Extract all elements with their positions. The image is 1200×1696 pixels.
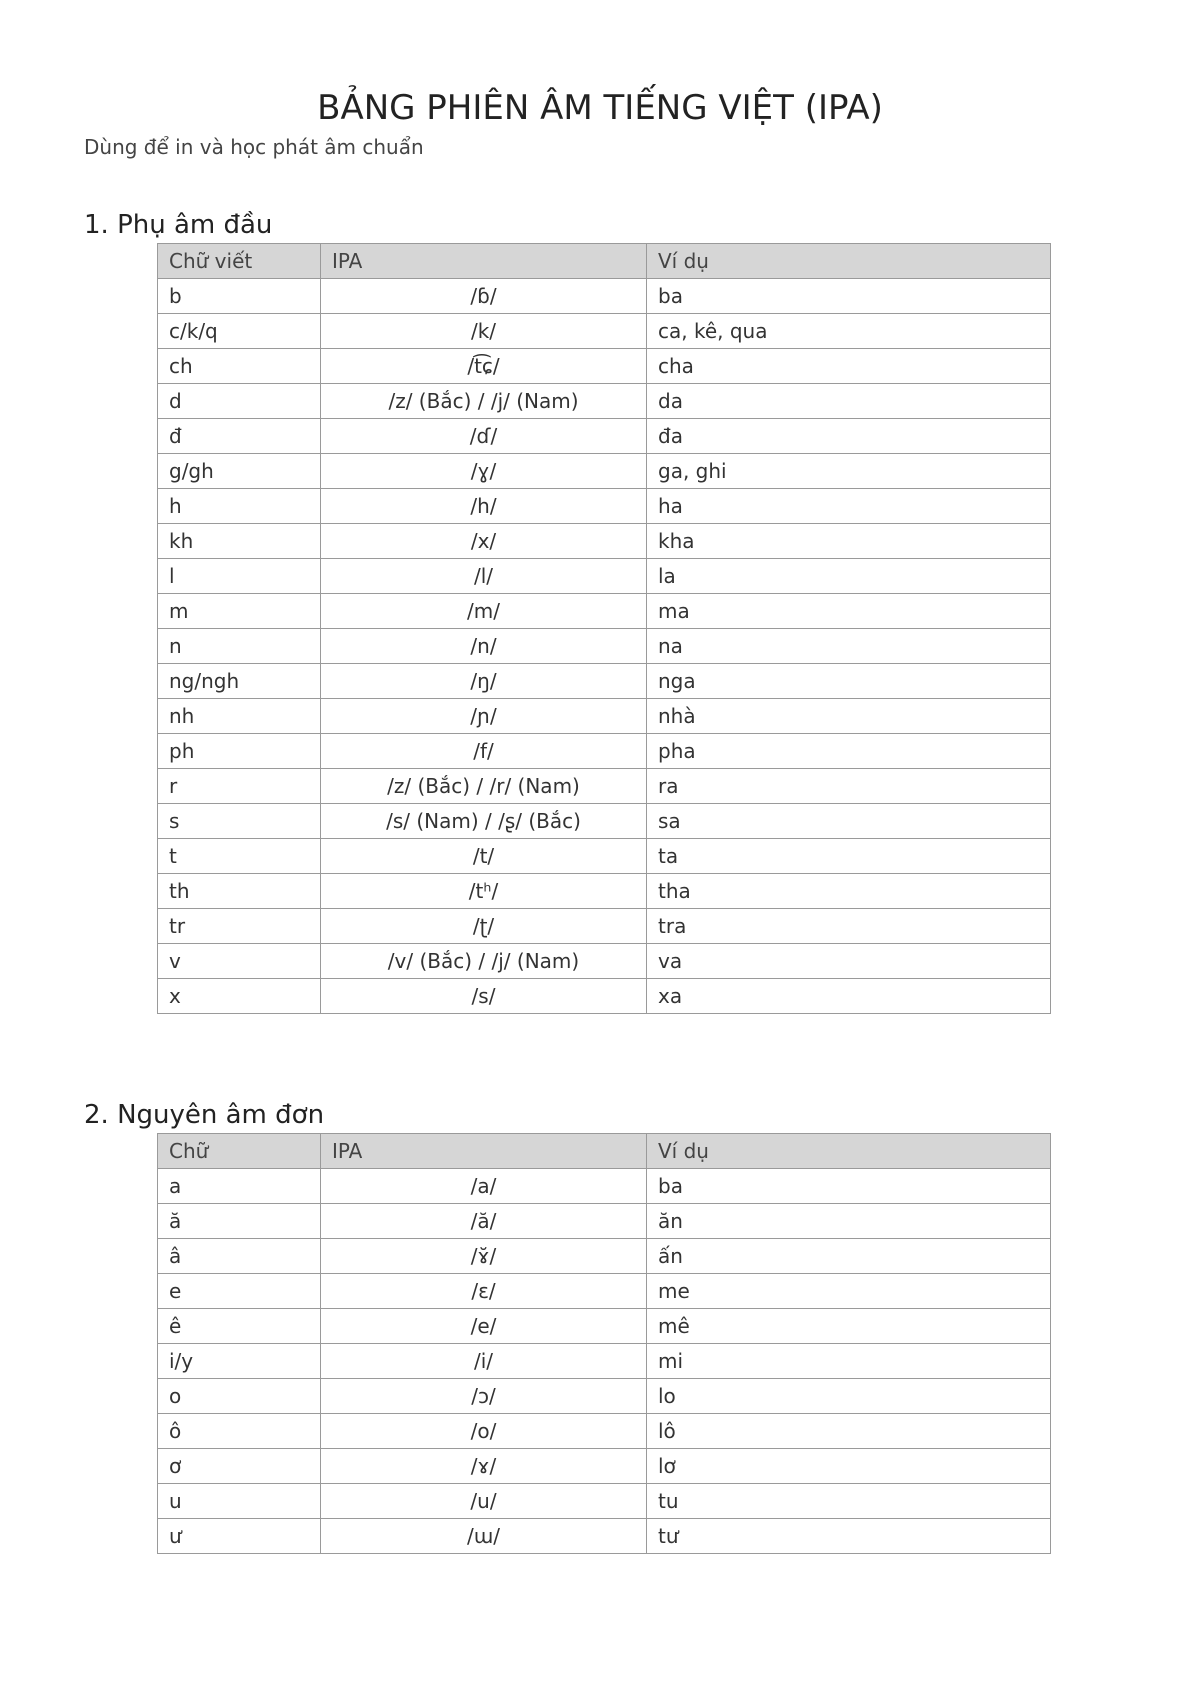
letter-cell: â	[158, 1239, 321, 1274]
example-cell: ta	[647, 839, 1051, 874]
table-row	[158, 384, 1051, 419]
letter-cell: ch	[158, 349, 321, 384]
table-row	[158, 1484, 1051, 1519]
ipa-cell: /k/	[321, 314, 647, 349]
ipa-cell: /ɤ/	[321, 1449, 647, 1484]
ipa-cell: /v/ (Bắc) / /j/ (Nam)	[321, 944, 647, 979]
table-row	[158, 349, 1051, 384]
letter-cell: ng/ngh	[158, 664, 321, 699]
ipa-cell: /ɔ/	[321, 1379, 647, 1414]
column-header-ipa: IPA	[321, 244, 647, 279]
table-row	[158, 629, 1051, 664]
example-cell: tra	[647, 909, 1051, 944]
table-row	[158, 279, 1051, 314]
section-heading-vowels: 2. Nguyên âm đơn	[84, 1100, 325, 1130]
ipa-cell: /f/	[321, 734, 647, 769]
example-cell: la	[647, 559, 1051, 594]
column-header-letter: Chữ viết	[158, 244, 321, 279]
example-cell: ha	[647, 489, 1051, 524]
ipa-cell: /tʰ/	[321, 874, 647, 909]
ipa-cell: /ʈ/	[321, 909, 647, 944]
example-cell: ba	[647, 1169, 1051, 1204]
section-heading-consonants: 1. Phụ âm đầu	[84, 210, 273, 240]
table-row	[158, 1309, 1051, 1344]
ipa-cell: /t/	[321, 839, 647, 874]
table-row	[158, 1379, 1051, 1414]
ipa-cell: /z/ (Bắc) / /r/ (Nam)	[321, 769, 647, 804]
table-row	[158, 699, 1051, 734]
ipa-cell: /e/	[321, 1309, 647, 1344]
ipa-cell: /h/	[321, 489, 647, 524]
table-row	[158, 874, 1051, 909]
example-cell: mê	[647, 1309, 1051, 1344]
page-subtitle: Dùng để in và học phát âm chuẩn	[84, 135, 424, 159]
example-cell: lơ	[647, 1449, 1051, 1484]
example-cell: ấn	[647, 1239, 1051, 1274]
letter-cell: u	[158, 1484, 321, 1519]
ipa-cell: /o/	[321, 1414, 647, 1449]
ipa-cell: /ɣ/	[321, 454, 647, 489]
letter-cell: ph	[158, 734, 321, 769]
letter-cell: ư	[158, 1519, 321, 1554]
letter-cell: th	[158, 874, 321, 909]
example-cell: xa	[647, 979, 1051, 1014]
table-row	[158, 454, 1051, 489]
ipa-cell: /u/	[321, 1484, 647, 1519]
ipa-cell: /ɓ/	[321, 279, 647, 314]
letter-cell: r	[158, 769, 321, 804]
table-row	[158, 1519, 1051, 1554]
example-cell: lo	[647, 1379, 1051, 1414]
example-cell: me	[647, 1274, 1051, 1309]
consonants-table	[157, 243, 1051, 1014]
letter-cell: c/k/q	[158, 314, 321, 349]
letter-cell: đ	[158, 419, 321, 454]
table-row	[158, 734, 1051, 769]
example-cell: na	[647, 629, 1051, 664]
example-cell: ma	[647, 594, 1051, 629]
example-cell: nhà	[647, 699, 1051, 734]
table-row	[158, 1239, 1051, 1274]
ipa-cell: /ɗ/	[321, 419, 647, 454]
example-cell: ra	[647, 769, 1051, 804]
example-cell: tha	[647, 874, 1051, 909]
vowels-table	[157, 1133, 1051, 1554]
column-header-example: Ví dụ	[647, 244, 1051, 279]
example-cell: pha	[647, 734, 1051, 769]
table-row	[158, 1204, 1051, 1239]
example-cell: ăn	[647, 1204, 1051, 1239]
ipa-cell: /m/	[321, 594, 647, 629]
column-header-example: Ví dụ	[647, 1134, 1051, 1169]
ipa-cell: /ɲ/	[321, 699, 647, 734]
letter-cell: d	[158, 384, 321, 419]
letter-cell: t	[158, 839, 321, 874]
table-row	[158, 559, 1051, 594]
table-row	[158, 1274, 1051, 1309]
example-cell: ca, kê, qua	[647, 314, 1051, 349]
letter-cell: e	[158, 1274, 321, 1309]
letter-cell: x	[158, 979, 321, 1014]
letter-cell: a	[158, 1169, 321, 1204]
letter-cell: nh	[158, 699, 321, 734]
table-row	[158, 979, 1051, 1014]
table-row	[158, 594, 1051, 629]
page-title: BẢNG PHIÊN ÂM TIẾNG VIỆT (IPA)	[317, 88, 883, 128]
letter-cell: ơ	[158, 1449, 321, 1484]
ipa-cell: /a/	[321, 1169, 647, 1204]
table-row	[158, 909, 1051, 944]
example-cell: tư	[647, 1519, 1051, 1554]
letter-cell: kh	[158, 524, 321, 559]
column-header-letter: Chữ	[158, 1134, 321, 1169]
letter-cell: n	[158, 629, 321, 664]
example-cell: ba	[647, 279, 1051, 314]
letter-cell: b	[158, 279, 321, 314]
letter-cell: o	[158, 1379, 321, 1414]
example-cell: ga, ghi	[647, 454, 1051, 489]
letter-cell: ô	[158, 1414, 321, 1449]
table-row	[158, 1344, 1051, 1379]
example-cell: va	[647, 944, 1051, 979]
example-cell: da	[647, 384, 1051, 419]
ipa-cell: /ɯ/	[321, 1519, 647, 1554]
ipa-cell: /t͡ɕ/	[321, 349, 647, 384]
table-row	[158, 1169, 1051, 1204]
table-row	[158, 769, 1051, 804]
table-row	[158, 804, 1051, 839]
table-row	[158, 314, 1051, 349]
letter-cell: h	[158, 489, 321, 524]
table-row	[158, 524, 1051, 559]
example-cell: mi	[647, 1344, 1051, 1379]
table-header-row	[158, 244, 1051, 279]
ipa-cell: /x/	[321, 524, 647, 559]
ipa-cell: /n/	[321, 629, 647, 664]
ipa-cell: /ă/	[321, 1204, 647, 1239]
table-row	[158, 944, 1051, 979]
letter-cell: v	[158, 944, 321, 979]
letter-cell: s	[158, 804, 321, 839]
ipa-cell: /l/	[321, 559, 647, 594]
table-row	[158, 664, 1051, 699]
column-header-ipa: IPA	[321, 1134, 647, 1169]
ipa-cell: /s/ (Nam) / /ʂ/ (Bắc)	[321, 804, 647, 839]
table-row	[158, 419, 1051, 454]
table-header-row	[158, 1134, 1051, 1169]
table-row	[158, 489, 1051, 524]
ipa-cell: /ŋ/	[321, 664, 647, 699]
ipa-cell: /ɛ/	[321, 1274, 647, 1309]
letter-cell: i/y	[158, 1344, 321, 1379]
letter-cell: g/gh	[158, 454, 321, 489]
ipa-cell: /ɤ̆/	[321, 1239, 647, 1274]
example-cell: tu	[647, 1484, 1051, 1519]
letter-cell: tr	[158, 909, 321, 944]
letter-cell: ă	[158, 1204, 321, 1239]
table-body	[158, 1169, 1051, 1554]
letter-cell: ê	[158, 1309, 321, 1344]
ipa-cell: /z/ (Bắc) / /j/ (Nam)	[321, 384, 647, 419]
table-body	[158, 279, 1051, 1014]
letter-cell: m	[158, 594, 321, 629]
example-cell: nga	[647, 664, 1051, 699]
example-cell: sa	[647, 804, 1051, 839]
letter-cell: l	[158, 559, 321, 594]
table-row	[158, 1449, 1051, 1484]
example-cell: kha	[647, 524, 1051, 559]
example-cell: đa	[647, 419, 1051, 454]
table-row	[158, 1414, 1051, 1449]
example-cell: cha	[647, 349, 1051, 384]
ipa-cell: /i/	[321, 1344, 647, 1379]
example-cell: lô	[647, 1414, 1051, 1449]
table-row	[158, 839, 1051, 874]
ipa-cell: /s/	[321, 979, 647, 1014]
